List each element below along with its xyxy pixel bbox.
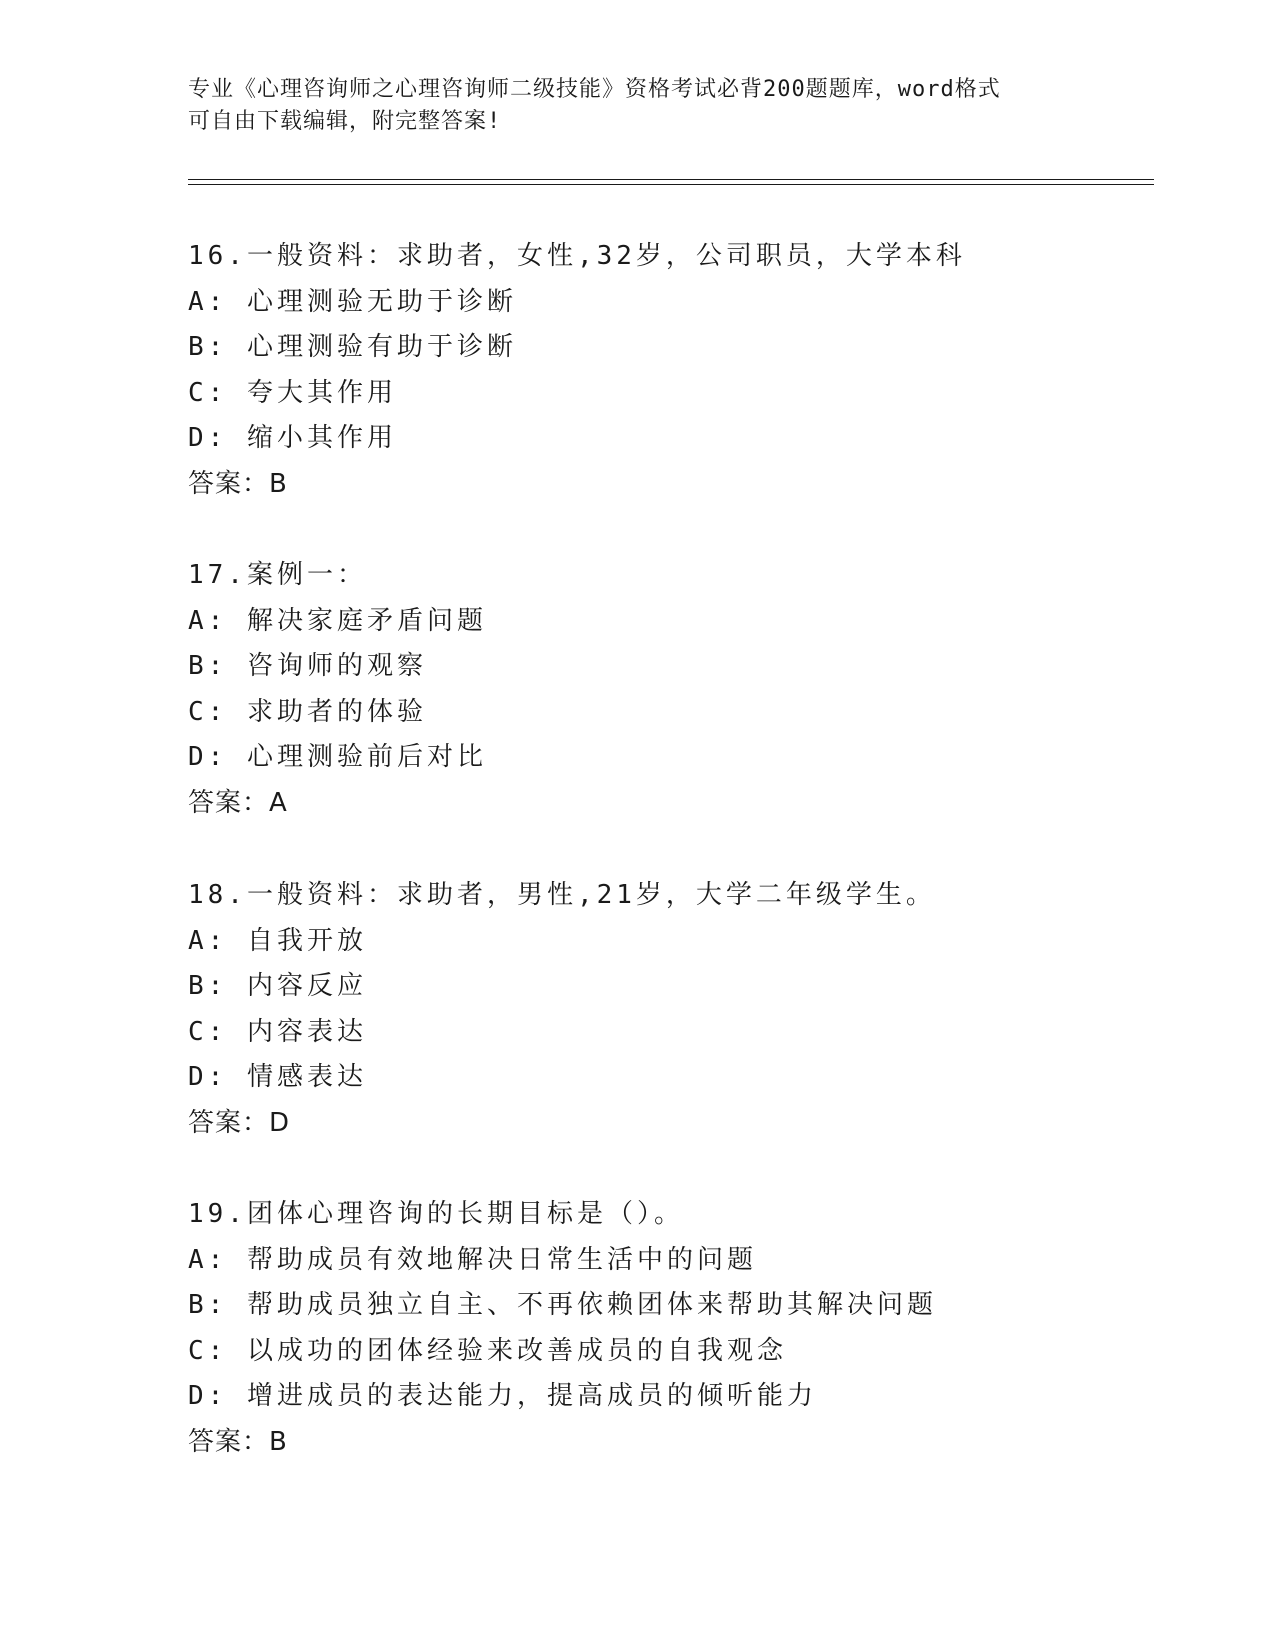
answer: 答案：B bbox=[188, 468, 288, 499]
question-18 bbox=[188, 873, 1188, 1146]
question-19 bbox=[188, 1192, 1188, 1465]
option-a: A: 解决家庭矛盾问题 bbox=[188, 605, 487, 636]
option-d: D: 情感表达 bbox=[188, 1062, 367, 1092]
option-b: B: 内容反应 bbox=[188, 971, 367, 1001]
header-line-2: 可自由下载编辑，附完整答案! bbox=[188, 109, 502, 134]
header-divider-top bbox=[188, 179, 1154, 180]
question-16 bbox=[188, 234, 1188, 507]
option-d: D: 增进成员的表达能力，提高成员的倾听能力 bbox=[188, 1381, 817, 1411]
header-divider-bottom bbox=[188, 184, 1154, 185]
option-b: B: 咨询师的观察 bbox=[188, 651, 427, 681]
option-c: C: 内容表达 bbox=[188, 1016, 367, 1047]
answer: 答案：B bbox=[188, 1426, 288, 1457]
question-stem: 18.一般资料：求助者，男性,21岁，大学二年级学生。 bbox=[188, 880, 936, 910]
question-stem: 16.一般资料：求助者，女性,32岁，公司职员，大学本科 bbox=[188, 241, 966, 271]
document-header bbox=[188, 74, 1088, 138]
question-stem: 17.案例一： bbox=[188, 560, 367, 590]
option-a: A: 帮助成员有效地解决日常生活中的问题 bbox=[188, 1244, 757, 1275]
option-c: C: 求助者的体验 bbox=[188, 696, 427, 727]
option-d: D: 缩小其作用 bbox=[188, 423, 397, 453]
option-c: C: 夸大其作用 bbox=[188, 377, 397, 408]
question-stem: 19.团体心理咨询的长期目标是（）。 bbox=[188, 1199, 684, 1229]
option-a: A: 心理测验无助于诊断 bbox=[188, 286, 517, 317]
option-b: B: 心理测验有助于诊断 bbox=[188, 332, 517, 362]
option-c: C: 以成功的团体经验来改善成员的自我观念 bbox=[188, 1335, 787, 1366]
option-d: D: 心理测验前后对比 bbox=[188, 742, 487, 772]
answer: 答案：A bbox=[188, 787, 288, 818]
question-17 bbox=[188, 553, 1188, 826]
answer: 答案：D bbox=[188, 1107, 291, 1138]
option-b: B: 帮助成员独立自主、不再依赖团体来帮助其解决问题 bbox=[188, 1290, 937, 1320]
header-line-1: 专业《心理咨询师之心理咨询师二级技能》资格考试必背200题题库，word格式 bbox=[188, 77, 1001, 102]
option-a: A: 自我开放 bbox=[188, 925, 367, 956]
